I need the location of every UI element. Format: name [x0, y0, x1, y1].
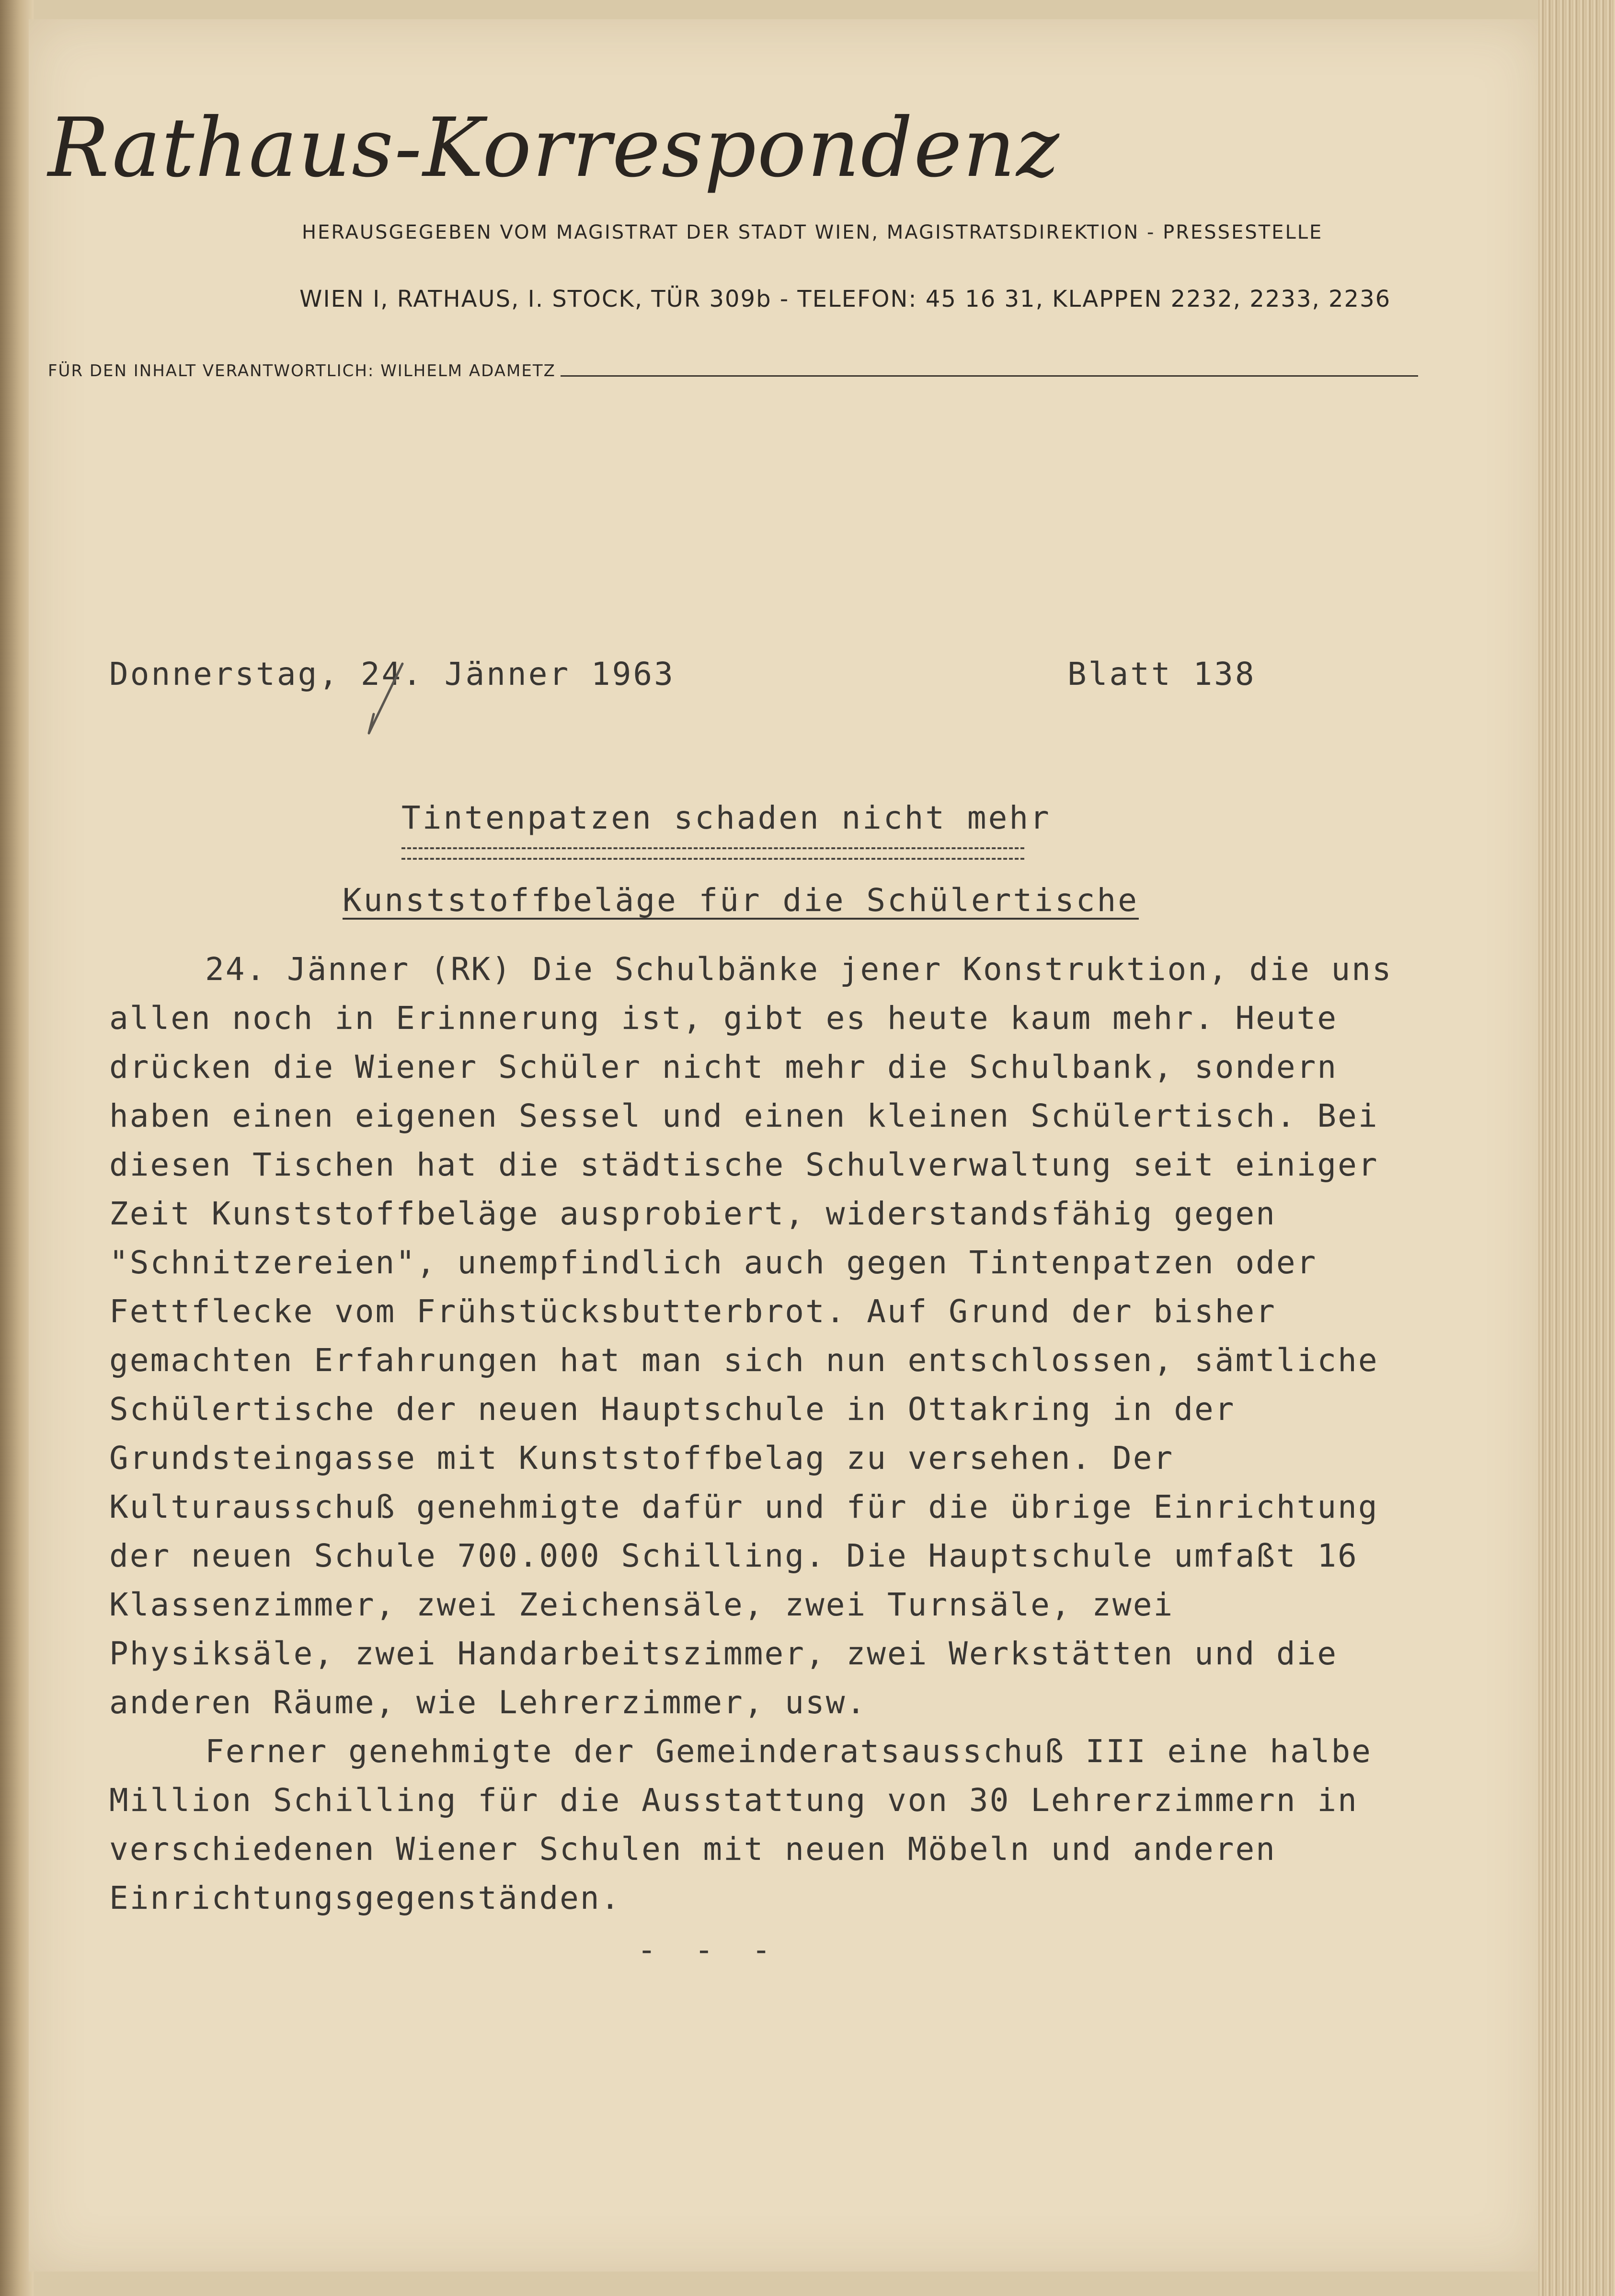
page-edges — [1538, 0, 1615, 2296]
article-body — [109, 945, 1412, 1923]
publisher-line: HERAUSGEGEBEN VOM MAGISTRAT DER STADT WIEN, MAGISTRATSDIREKTION - PRESSESTELLE — [302, 221, 1323, 243]
masthead-title: Rathaus-Korrespondenz — [48, 101, 1060, 196]
responsible-text: FÜR DEN INHALT VERANTWORTLICH: WILHELM ADAMETZ — [48, 361, 556, 381]
article-paragraph: 24. Jänner (RK) Die Schulbänke jener Konstruktion, die uns allen noch in Erinnerung ist, gibt es heute kaum mehr. Heute drücken die Wiener Schüler nicht mehr die Schulbank, sondern haben einen eigenen Sessel und einen kleinen Schülertisch. Bei diesen Tischen hat die städtische Schulverwaltung seit einiger Zeit Kunststoffbeläge ausprobiert, widerstandsfähig gegen "Schnitzereien", unempfindlich auch gegen Tintenpatzen oder Fettflecke vom Frühstücksbutterbrot. Auf Grund der bisher gemachten Erfahrungen hat man sich nun entschlossen, sämtliche Schülertische der neuen Hauptschule in Ottakring in der Grundsteingasse mit Kunststoffbelag zu versehen. Der Kulturausschuß genehmigte dafür und für die übrige Einrichtung der neuen Schule 700.000 Schilling. Die Hauptschule umfaßt 16 Klassenzimmer, zwei Zeichensäle, zwei Turnsäle, zwei Physiksäle, zwei Handarbeitszimmer, zwei Werkstätten und die anderen Räume, wie Lehrerzimmer, usw. — [109, 951, 1393, 1721]
address-line: WIEN I, RATHAUS, I. STOCK, TÜR 309b - TELEFON: 45 16 31, KLAPPEN 2232, 2233, 2236 — [299, 286, 1391, 312]
article-subhead: Kunststoffbeläge für die Schülertische — [343, 882, 1139, 919]
end-mark: - - - — [637, 1931, 780, 1968]
article-headline: Tintenpatzen schaden nicht mehr — [401, 799, 1051, 836]
header-rule — [561, 375, 1418, 377]
headline-double-rule — [401, 847, 1024, 860]
dateline: Donnerstag, 24. Jänner 1963 — [109, 656, 675, 692]
article-paragraph: Ferner genehmigte der Gemeinderatsausschuß III eine halbe Million Schilling für die Ausstattung von 30 Lehrerzimmern in verschiedenen Wiener Schulen mit neuen Möbeln und anderen Einrichtungsgegenständen. — [109, 1733, 1372, 1916]
responsible-line — [48, 361, 1418, 381]
pencil-check-mark-icon — [364, 661, 407, 738]
sheet-number: Blatt 138 — [1067, 656, 1256, 692]
